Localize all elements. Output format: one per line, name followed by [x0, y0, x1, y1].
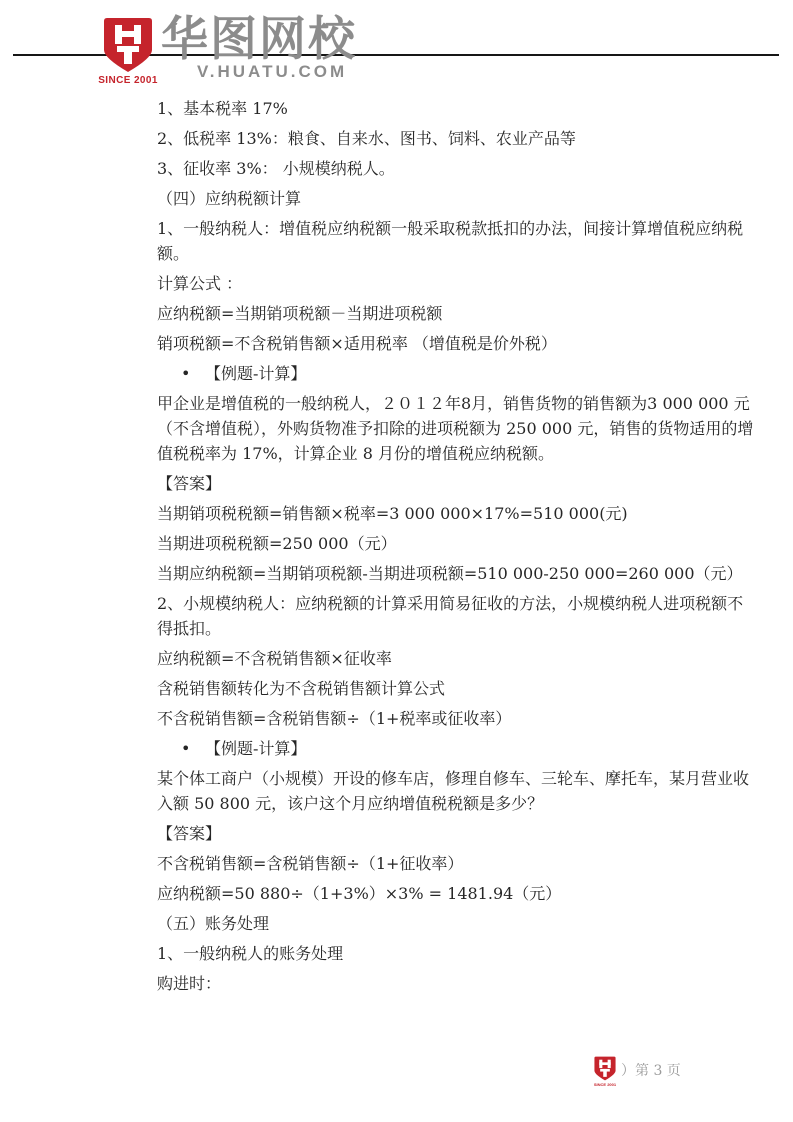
doc-line — [157, 791, 687, 816]
doc-line-text: 含税销售额转化为不含税销售额计算公式 — [157, 679, 446, 698]
doc-line-text: 值税税率为 17%，计算企业 8 月份的增值税应纳税额。 — [157, 444, 555, 463]
doc-line-text: 得抵扣。 — [157, 619, 222, 638]
brand-title: 华图网校 — [161, 12, 357, 67]
doc-line — [157, 706, 687, 731]
doc-line-text: 【答案】 — [157, 824, 222, 843]
doc-line — [157, 591, 744, 616]
doc-line — [157, 301, 687, 326]
doc-line — [157, 941, 687, 966]
doc-line-text: 不含税销售额=含税销售额÷（1+税率或征收率） — [157, 709, 512, 728]
doc-line-text: 2、低税率 13%：粮食、自来水、图书、饲料、农业产品等 — [157, 129, 576, 148]
doc-line — [157, 416, 754, 441]
doc-line — [157, 441, 687, 466]
footer-logo-since-label: SINCE 2001 — [593, 1082, 617, 1087]
doc-line — [157, 501, 687, 526]
doc-line — [157, 911, 687, 936]
doc-line — [157, 821, 687, 846]
doc-line-text: 当期销项税税额=销售额×税率=3 000 000×17%=510 000(元) — [157, 504, 628, 523]
doc-line-text: 当期应纳税额=当期销项税额-当期进项税额=510 000-250 000=260 000（元） — [157, 564, 743, 583]
doc-line — [157, 471, 687, 496]
doc-line-text: 额。 — [157, 244, 190, 263]
doc-line-text: 计算公式 ： — [157, 274, 243, 293]
doc-line-text: （不含增值税），外购货物准予扣除的进项税额为 250 000 元，销售的货物适用的增 — [157, 419, 754, 438]
doc-line-text: 1、一般纳税人的账务处理 — [157, 944, 344, 963]
logo-since-label: SINCE 2001 — [98, 75, 158, 86]
doc-line — [157, 736, 687, 761]
doc-line-text: 应纳税额=50 880÷（1+3%）×3% = 1481.94（元） — [157, 884, 562, 903]
doc-line-text: 当期进项税税额=250 000（元） — [157, 534, 397, 553]
doc-line-text: 【例题-计算】 — [205, 739, 307, 758]
doc-line-text: 购进时： — [157, 974, 222, 993]
doc-line-text: 2、小规模纳税人：应纳税额的计算采用简易征收的方法，小规模纳税人进项税额不 — [157, 594, 744, 613]
doc-line — [157, 616, 687, 641]
doc-line — [157, 971, 687, 996]
doc-line — [157, 271, 687, 296]
doc-line-text: （四）应纳税额计算 — [157, 189, 302, 208]
doc-line-text: 应纳税额=不含税销售额×征收率 — [157, 649, 392, 668]
doc-line-text: 入额 50 800 元，该户这个月应纳增值税税额是多少？ — [157, 794, 544, 813]
doc-line — [157, 676, 687, 701]
page-number: ）第 3 页 — [621, 1063, 681, 1079]
doc-line — [157, 361, 687, 386]
doc-line — [157, 96, 687, 121]
brand-website: V.HUATU.COM — [197, 62, 348, 81]
doc-line-text: 销项税额=不含税销售额×适用税率 （增值税是价外税） — [157, 334, 557, 353]
doc-line-text: （五）账务处理 — [157, 914, 270, 933]
doc-line-text: 某个体工商户（小规模）开设的修车店，修理自修车、三轮车、摩托车，某月营业收 — [157, 769, 750, 788]
doc-line — [157, 561, 743, 586]
doc-line-text: 不含税销售额=含税销售额÷（1+征收率） — [157, 854, 464, 873]
doc-line — [157, 186, 687, 211]
doc-line — [157, 156, 687, 181]
doc-line — [157, 331, 687, 356]
doc-line-text: 【例题-计算】 — [205, 364, 307, 383]
doc-line-text: 1、一般纳税人：增值税应纳税额一般采取税款抵扣的办法，间接计算增值税应纳税 — [157, 219, 744, 238]
document-body — [157, 96, 754, 996]
doc-line — [157, 216, 744, 241]
doc-line — [157, 646, 687, 671]
doc-line-text: 应纳税额=当期销项税额－当期进项税额 — [157, 304, 443, 323]
doc-line-text: 【答案】 — [157, 474, 222, 493]
doc-line — [157, 391, 750, 416]
huatu-logo-shield-icon — [103, 17, 153, 77]
doc-line-text: 3、征收率 3%： 小规模纳税人。 — [157, 159, 395, 178]
doc-line — [157, 531, 687, 556]
doc-line — [157, 881, 687, 906]
doc-line — [157, 126, 687, 151]
doc-line-text: 1、基本税率 17% — [157, 99, 288, 118]
doc-line-text: 甲企业是增值税的一般纳税人，２０１２年8月，销售货物的销售额为3 000 000 元 — [157, 394, 750, 413]
bullet-marker-icon: • — [181, 739, 191, 758]
doc-line — [157, 241, 687, 266]
huatu-logo-small-icon — [594, 1056, 616, 1085]
doc-line — [157, 851, 687, 876]
doc-line — [157, 766, 750, 791]
bullet-marker-icon: • — [181, 364, 191, 383]
